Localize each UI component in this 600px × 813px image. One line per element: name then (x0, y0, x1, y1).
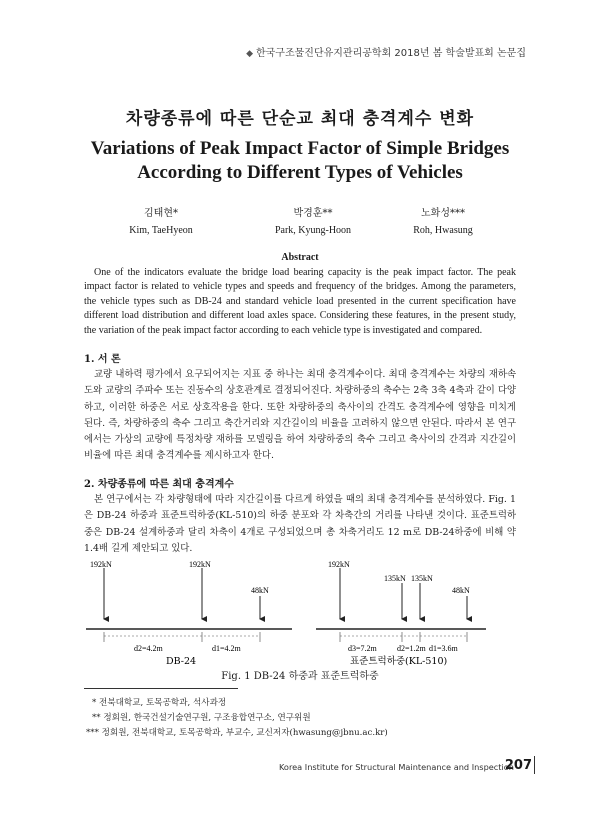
author-name-ko: 김태현* (144, 208, 178, 219)
figure-1-load-diagram (84, 558, 516, 682)
author-name-ko: 노화성*** (421, 208, 465, 219)
db24-dim-d1: d1=4.2m (212, 644, 241, 653)
kl510-label: 표준트럭하중(KL-510) (350, 656, 448, 667)
conference-header (246, 44, 526, 59)
db24-label: DB-24 (166, 656, 197, 667)
abstract-text: One of the indicators evaluate the bridge load bearing capacity is the peak impact factor. The peak impact factor is related to vehicle types and speeds and frequency of the bridges. Among the parameters, the vehicle types such as DB-24 and standard vehicle load presented in the current specification have different load distribution and different load axles space. Considering these features, in the present study, the variation of the peak impact factor according to each vehicle type is investigated and compared. (84, 267, 516, 336)
section-1-heading: 1. 서 론 (84, 354, 121, 365)
kl510-dim-d2: d2=1.2m (397, 644, 426, 653)
footnote-2: ** 정회원, 한국건설기술연구원, 구조융합연구소, 연구위원 (92, 713, 311, 723)
title-english (0, 137, 600, 185)
footnote-1: * 전북대학교, 토목공학과, 석사과정 (92, 698, 227, 708)
author-name-en: Park, Kyung-Hoon (274, 225, 352, 236)
author-1 (91, 204, 231, 236)
author-2 (243, 204, 383, 236)
title-english-line1: Variations of Peak Impact Factor of Simple Bridges (90, 138, 510, 159)
footnote-divider (84, 688, 238, 689)
author-name-en: Kim, TaeHyeon (129, 225, 193, 236)
kl510-load-2: 135kN (384, 574, 406, 583)
kl510-load-4: 48kN (452, 586, 470, 595)
footer-institute: Korea Institute for Structural Maintenance and Inspection (278, 762, 514, 772)
kl510-dim-d1: d1=3.6m (429, 644, 458, 653)
section-2-text: 본 연구에서는 각 차량형태에 따라 지간길이를 다르게 하였을 때의 최대 충격계수를 분석하였다. Fig. 1은 DB-24 하중과 표준트럭하중(KL-510)의 하중 분포와 각 차축간의 거리를 나타낸 것이다. 표준트럭하중은 DB-24 설계하중과 달리 차축이 4개로 구성되었으며 총 차축거리도 12 m로 DB-24하중에 비해 약 1.4배 길게 제안되고 있다. (84, 494, 516, 554)
author-name-en: Roh, Hwasung (413, 225, 473, 236)
db24-diagram (86, 560, 292, 667)
page-number: 207 (504, 758, 532, 773)
author-3 (373, 204, 513, 236)
kl510-dim-d3: d3=7.2m (348, 644, 377, 653)
title-korean: 차량종류에 따른 단순교 최대 충격계수 변화 (125, 109, 475, 129)
db24-load-2: 192kN (189, 560, 211, 569)
db24-load-3: 48kN (251, 586, 269, 595)
kl510-load-3: 135kN (411, 574, 433, 583)
kl510-load-1: 192kN (328, 560, 350, 569)
conference-logo-icon: ◆ (246, 49, 253, 59)
author-name-ko: 박경훈** (293, 208, 333, 219)
title-english-line2: According to Different Types of Vehicles (137, 162, 463, 183)
kl510-diagram (316, 560, 486, 667)
footnote-3: *** 정회원, 전북대학교, 토목공학과, 부교수, 교신저자(hwasung@jbnu.ac.kr) (86, 728, 388, 738)
section-2-heading: 2. 차량종류에 따른 최대 충격계수 (84, 479, 234, 490)
abstract-heading: Abstract (281, 252, 319, 263)
figure-1-caption: Fig. 1 DB-24 하중과 표준트럭하중 (221, 671, 379, 682)
conference-name: 한국구조물진단유지관리공학회 2018년 봄 학술발표회 논문집 (255, 48, 526, 59)
footer-divider (534, 756, 535, 774)
db24-load-1: 192kN (90, 560, 112, 569)
db24-dim-d2: d2=4.2m (134, 644, 163, 653)
section-1-text: 교량 내하력 평가에서 요구되어지는 지표 중 하나는 최대 충격계수이다. 최대 충격계수는 차량의 재하속도와 교량의 주파수 또는 진동수의 상호관계로 결정되어진다. 차량하중의 축수는 2축 3축 4축과 같이 다양하고, 이러한 하중은 서로 상호작용을 한다. 또한 차량하중의 축사이의 간격도 충격계수에 영향을 미치게 된다. 즉, 차량하중의 축수 그리고 축간거리와 지간길이의 비율을 고려하지 않으면 안된다. 따라서 본 연구에서는 가상의 교량에 특정차량 재하를 모델링을 하여 차량하중의 축수 그리고 축사이의 간격과 지간길이 비율에 따른 최대 충격계수를 제시하고자 한다. (84, 369, 516, 462)
